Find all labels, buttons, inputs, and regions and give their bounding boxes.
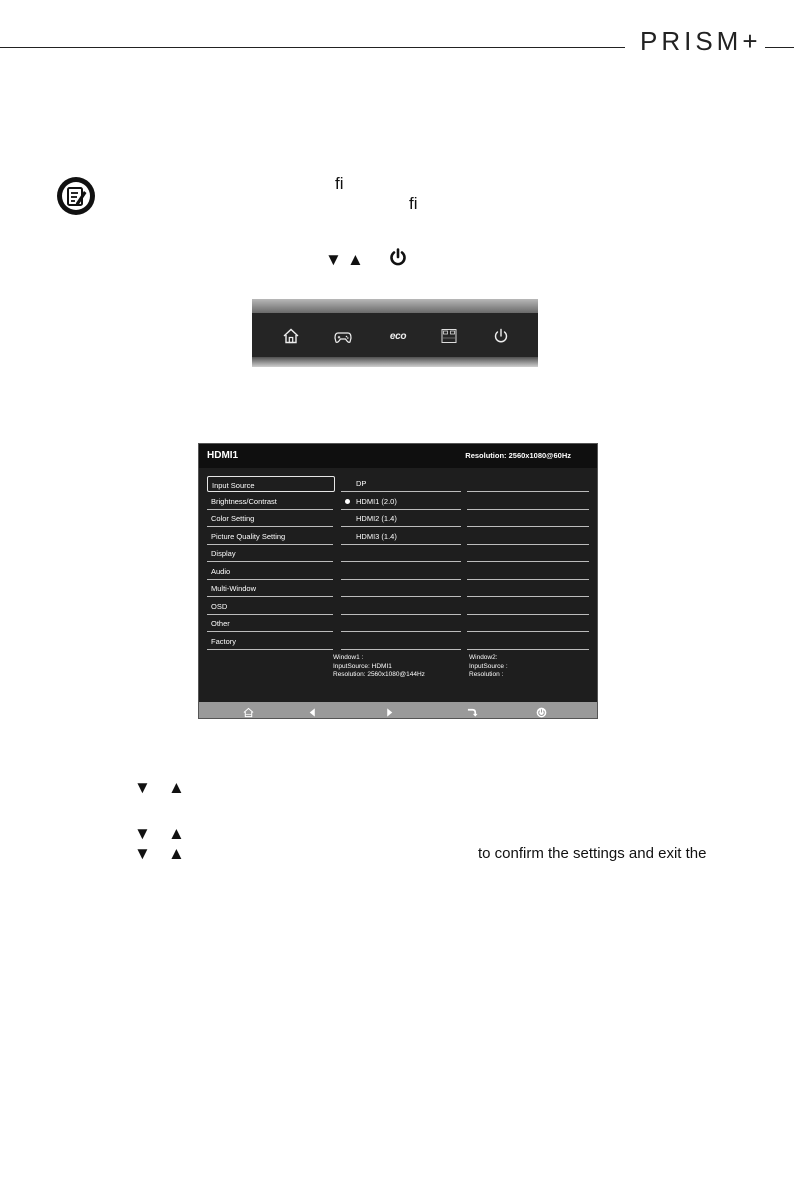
gamepad-icon[interactable] xyxy=(332,325,354,347)
up-arrow-icon: ▲ xyxy=(168,778,185,797)
osd-sub-hdmi1[interactable] xyxy=(341,493,461,510)
osd-col3-row xyxy=(467,528,589,545)
brand-logo: PRISM+ xyxy=(640,26,762,56)
osd-col3-row xyxy=(467,563,589,580)
eco-icon[interactable] xyxy=(385,325,411,347)
window2-title: Window2: xyxy=(469,654,498,661)
osd-sub-dp[interactable] xyxy=(341,475,461,492)
window1-info xyxy=(333,654,425,680)
down-arrow-icon: ▼ xyxy=(325,250,342,269)
panel-bezel-bottom xyxy=(252,357,538,367)
menu-label: Multi-Window xyxy=(211,584,257,593)
right-arrow-icon[interactable] xyxy=(384,705,395,716)
osd-col3-row xyxy=(467,493,589,510)
osd-col3-row xyxy=(467,510,589,527)
menu-label: Other xyxy=(211,619,230,628)
down-arrow-icon: ▼ xyxy=(134,778,151,797)
window1-title: Window1 : xyxy=(333,654,364,661)
menu-label: Input Source xyxy=(212,481,255,490)
osd-sub-hdmi3[interactable] xyxy=(341,528,461,545)
left-arrow-icon[interactable] xyxy=(307,705,318,716)
osd-sub-row xyxy=(341,580,461,597)
menu-label: Color Setting xyxy=(211,514,255,523)
sub-label: HDMI3 (1.4) xyxy=(356,532,397,541)
osd-col3-row xyxy=(467,580,589,597)
monitor-button-panel xyxy=(252,299,538,367)
osd-sub-row xyxy=(341,615,461,632)
return-icon[interactable] xyxy=(467,705,478,716)
osd-sub-row xyxy=(341,633,461,650)
down-arrow-icon: ▼ xyxy=(134,844,151,863)
header-rule-right xyxy=(765,47,794,48)
osd-col3-row xyxy=(467,545,589,562)
power-button-icon[interactable] xyxy=(490,325,512,347)
note-edit-icon xyxy=(56,176,96,216)
osd-sub-hdmi2[interactable] xyxy=(341,510,461,527)
menu-label: Audio xyxy=(211,567,231,576)
osd-footer xyxy=(199,702,597,718)
osd-resolution: Resolution: 2560x1080@60Hz xyxy=(465,451,571,460)
menu-label: Factory xyxy=(211,637,237,646)
osd-col3-row xyxy=(467,615,589,632)
confirm-text: to confirm the settings and exit the xyxy=(478,845,707,862)
window2-resolution: Resolution : xyxy=(469,671,504,678)
selected-dot xyxy=(345,499,350,504)
up-arrow-icon: ▲ xyxy=(168,824,185,843)
osd-menu-display[interactable] xyxy=(207,545,333,562)
fragment-fi-2: fi xyxy=(409,194,418,213)
menu-label: Picture Quality Setting xyxy=(211,532,286,541)
down-arrow-icon: ▼ xyxy=(134,824,151,843)
panel-face xyxy=(252,313,538,357)
sub-label: DP xyxy=(356,479,367,488)
eco-label: eco xyxy=(389,330,407,342)
window1-resolution: Resolution: 2560x1080@144Hz xyxy=(333,671,425,678)
osd-sub-row xyxy=(341,563,461,580)
header-rule xyxy=(0,47,625,48)
osd-menu-factory[interactable] xyxy=(207,633,333,650)
menu-label: Display xyxy=(211,549,236,558)
osd-menu-input-source[interactable] xyxy=(207,476,335,492)
osd-col3-row xyxy=(467,633,589,650)
osd-menu-multi-window[interactable] xyxy=(207,580,333,597)
home-icon[interactable] xyxy=(243,705,254,716)
sub-label: HDMI1 (2.0) xyxy=(356,497,397,506)
power-icon[interactable] xyxy=(536,705,547,716)
sub-label: HDMI2 (1.4) xyxy=(356,514,397,523)
fragment-fi-1: fi xyxy=(335,174,344,193)
window2-input: InputSource : xyxy=(469,662,508,670)
up-arrow-icon: ▲ xyxy=(347,250,364,269)
multi-window-icon[interactable] xyxy=(438,325,460,347)
osd-col3-row xyxy=(467,475,589,492)
osd-sub-row xyxy=(341,545,461,562)
menu-label: Brightness/Contrast xyxy=(211,497,277,506)
osd-header xyxy=(199,444,597,468)
osd-menu-audio[interactable] xyxy=(207,563,333,580)
osd-menu-brightness-contrast[interactable] xyxy=(207,493,333,510)
osd-col3-row xyxy=(467,598,589,615)
power-icon xyxy=(389,248,407,266)
window2-info xyxy=(469,654,508,680)
osd-menu-other[interactable] xyxy=(207,615,333,632)
osd-menu xyxy=(198,443,598,719)
up-arrow-icon: ▲ xyxy=(168,844,185,863)
osd-menu-osd[interactable] xyxy=(207,598,333,615)
menu-label: OSD xyxy=(211,602,228,611)
osd-source-title: HDMI1 xyxy=(207,450,239,461)
home-icon[interactable] xyxy=(280,325,302,347)
window1-input: InputSource: HDMI1 xyxy=(333,662,392,670)
osd-menu-color-setting[interactable] xyxy=(207,510,333,527)
osd-menu-picture-quality[interactable] xyxy=(207,528,333,545)
osd-sub-row xyxy=(341,598,461,615)
panel-bezel-top xyxy=(252,299,538,313)
